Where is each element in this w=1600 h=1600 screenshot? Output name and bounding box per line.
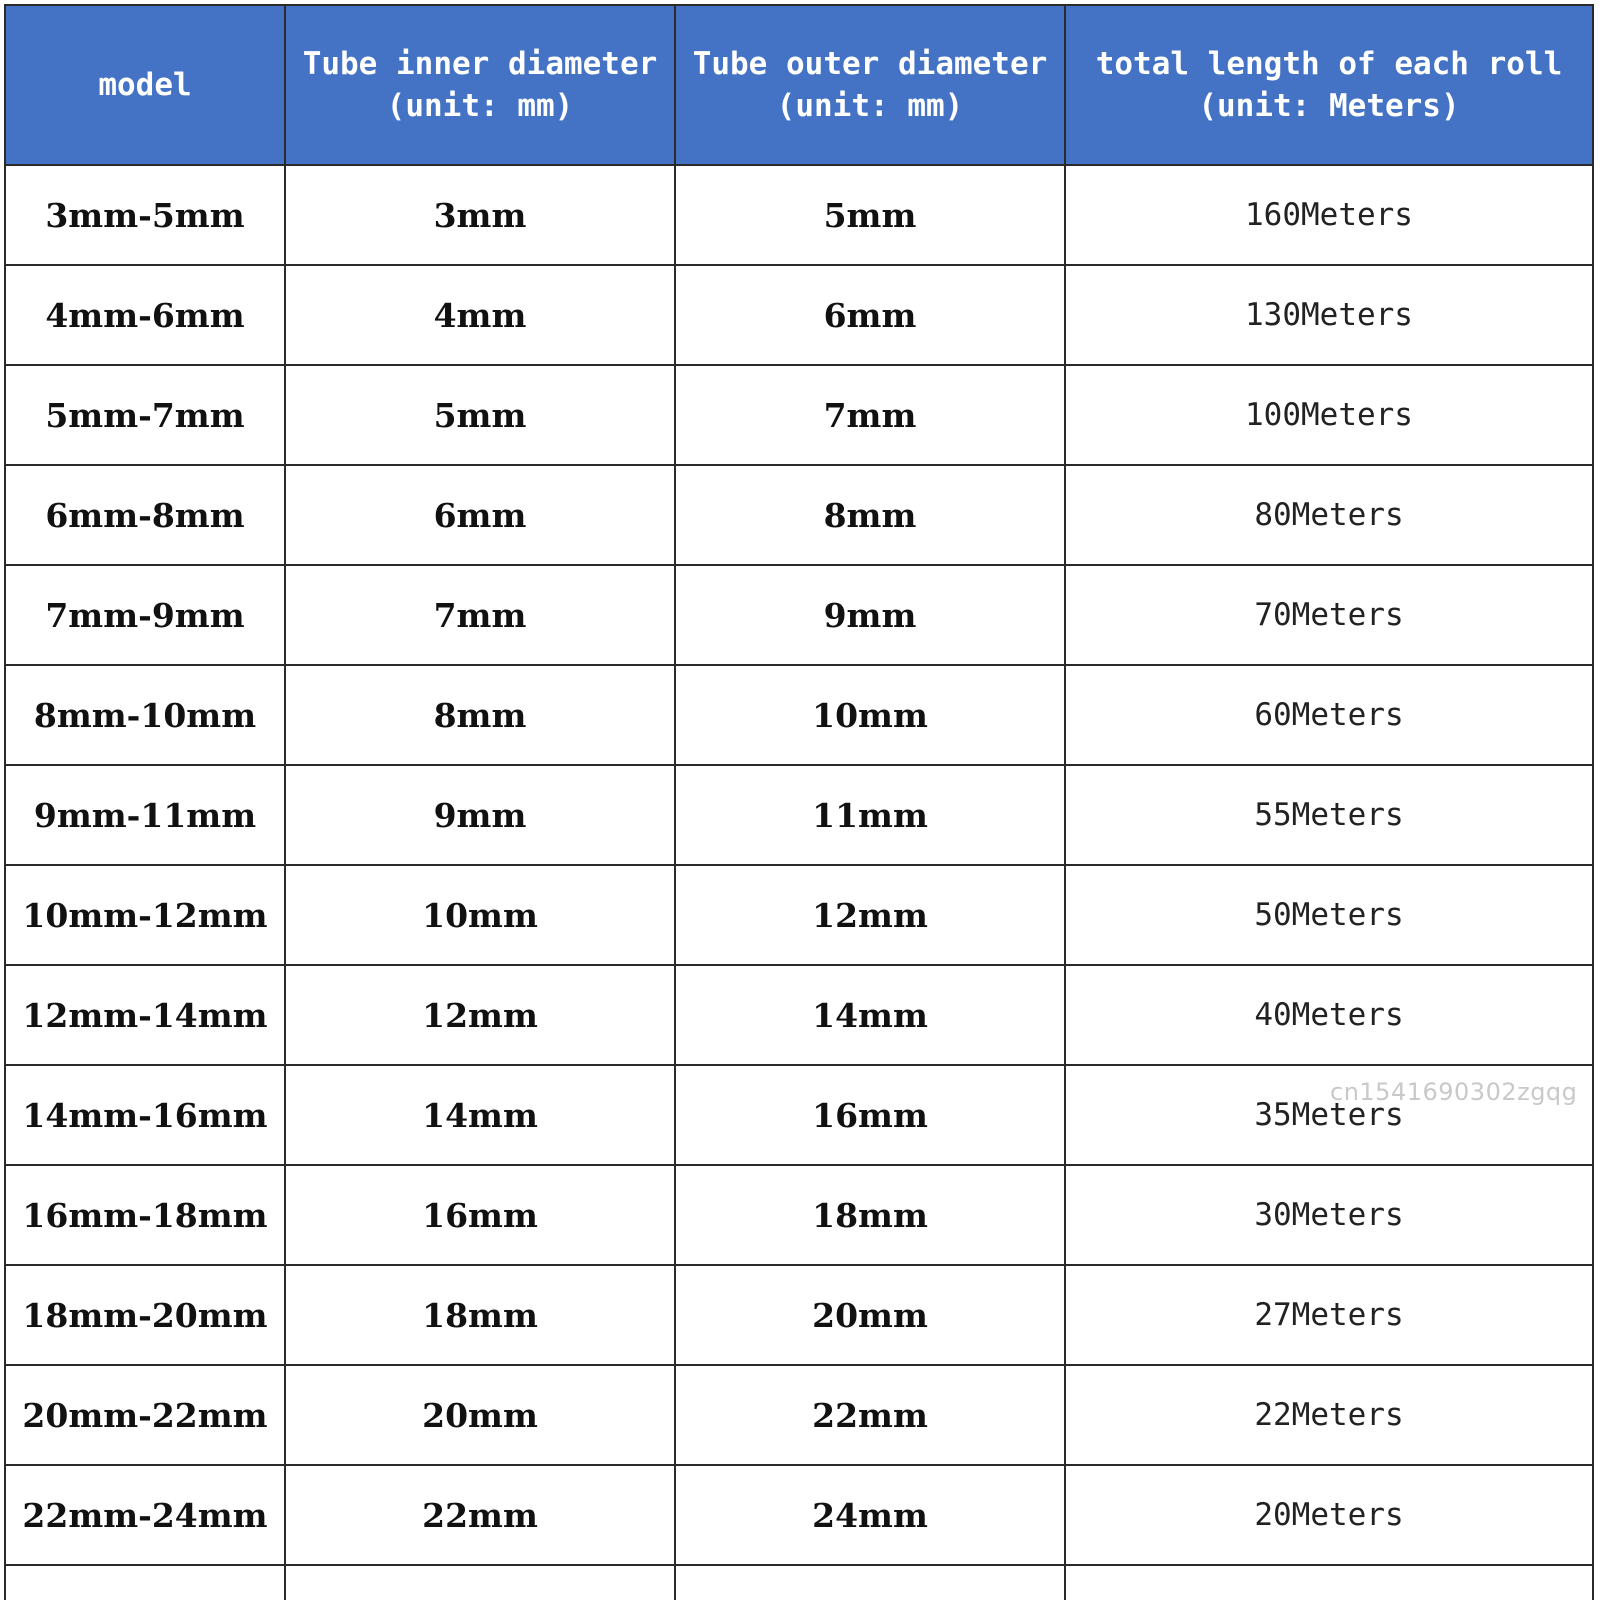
header-inner-diameter-line2: (unit: mm) (386, 88, 574, 124)
header-row (5, 5, 1593, 165)
header-outer-diameter-line1: Tube outer diameter (692, 46, 1048, 82)
roll-length-cell: 55Meters (1065, 765, 1593, 865)
header-outer-diameter-line2: (unit: mm) (776, 88, 964, 124)
outer-diameter-cell: 9mm (675, 565, 1065, 665)
inner-diameter-cell: 20mm (285, 1365, 675, 1465)
roll-length-cell: 70Meters (1065, 565, 1593, 665)
header-outer-diameter (675, 5, 1065, 165)
roll-length-cell: 130Meters (1065, 265, 1593, 365)
empty-cell (285, 1565, 675, 1600)
outer-diameter-cell: 12mm (675, 865, 1065, 965)
outer-diameter-cell: 7mm (675, 365, 1065, 465)
model-cell: 3mm-5mm (5, 165, 285, 265)
outer-diameter-cell: 20mm (675, 1265, 1065, 1365)
model-cell: 8mm-10mm (5, 665, 285, 765)
outer-diameter-cell: 10mm (675, 665, 1065, 765)
empty-cell (1065, 1565, 1593, 1600)
inner-diameter-cell: 7mm (285, 565, 675, 665)
tube-spec-table (4, 4, 1594, 1600)
model-cell: 9mm-11mm (5, 765, 285, 865)
roll-length-cell: 20Meters (1065, 1465, 1593, 1565)
model-cell: 16mm-18mm (5, 1165, 285, 1265)
outer-diameter-cell: 16mm (675, 1065, 1065, 1165)
table-row (5, 565, 1593, 665)
header-inner-diameter (285, 5, 675, 165)
inner-diameter-cell: 8mm (285, 665, 675, 765)
model-cell: 14mm-16mm (5, 1065, 285, 1165)
model-cell: 20mm-22mm (5, 1365, 285, 1465)
table-row (5, 365, 1593, 465)
table-row (5, 665, 1593, 765)
header-model-label: model (98, 67, 192, 103)
outer-diameter-cell: 8mm (675, 465, 1065, 565)
header-roll-length-line1: total length of each roll (1095, 46, 1563, 82)
roll-length-cell: 35Meters (1065, 1065, 1593, 1165)
outer-diameter-cell: 14mm (675, 965, 1065, 1065)
inner-diameter-cell: 22mm (285, 1465, 675, 1565)
inner-diameter-cell: 5mm (285, 365, 675, 465)
empty-cell (675, 1565, 1065, 1600)
inner-diameter-cell: 12mm (285, 965, 675, 1065)
header-roll-length (1065, 5, 1593, 165)
table-row (5, 1265, 1593, 1365)
roll-length-cell: 80Meters (1065, 465, 1593, 565)
roll-length-cell: 50Meters (1065, 865, 1593, 965)
model-cell: 12mm-14mm (5, 965, 285, 1065)
outer-diameter-cell: 18mm (675, 1165, 1065, 1265)
inner-diameter-cell: 14mm (285, 1065, 675, 1165)
table-row (5, 1465, 1593, 1565)
outer-diameter-cell: 6mm (675, 265, 1065, 365)
table-row (5, 165, 1593, 265)
header-model (5, 5, 285, 165)
roll-length-cell: 60Meters (1065, 665, 1593, 765)
model-cell: 10mm-12mm (5, 865, 285, 965)
header-inner-diameter-line1: Tube inner diameter (302, 46, 658, 82)
table-row (5, 765, 1593, 865)
table-row (5, 965, 1593, 1065)
inner-diameter-cell: 10mm (285, 865, 675, 965)
inner-diameter-cell: 18mm (285, 1265, 675, 1365)
inner-diameter-cell: 3mm (285, 165, 675, 265)
outer-diameter-cell: 11mm (675, 765, 1065, 865)
roll-length-cell: 22Meters (1065, 1365, 1593, 1465)
model-cell: 5mm-7mm (5, 365, 285, 465)
inner-diameter-cell: 6mm (285, 465, 675, 565)
roll-length-cell: 40Meters (1065, 965, 1593, 1065)
header-roll-length-line2: (unit: Meters) (1198, 88, 1460, 124)
outer-diameter-cell: 24mm (675, 1465, 1065, 1565)
empty-cell (5, 1565, 285, 1600)
roll-length-cell: 30Meters (1065, 1165, 1593, 1265)
table-row (5, 865, 1593, 965)
table-header (5, 5, 1593, 165)
table-row (5, 265, 1593, 365)
outer-diameter-cell: 22mm (675, 1365, 1065, 1465)
model-cell: 22mm-24mm (5, 1465, 285, 1565)
inner-diameter-cell: 16mm (285, 1165, 675, 1265)
table-body (5, 165, 1593, 1600)
roll-length-cell: 160Meters (1065, 165, 1593, 265)
table-row (5, 1165, 1593, 1265)
inner-diameter-cell: 4mm (285, 265, 675, 365)
watermark-text: cn1541690302zgqg (1330, 1078, 1578, 1106)
table-row-partial (5, 1565, 1593, 1600)
table-row (5, 465, 1593, 565)
roll-length-cell: 100Meters (1065, 365, 1593, 465)
table-row (5, 1365, 1593, 1465)
inner-diameter-cell: 9mm (285, 765, 675, 865)
outer-diameter-cell: 5mm (675, 165, 1065, 265)
model-cell: 7mm-9mm (5, 565, 285, 665)
model-cell: 4mm-6mm (5, 265, 285, 365)
roll-length-cell: 27Meters (1065, 1265, 1593, 1365)
model-cell: 18mm-20mm (5, 1265, 285, 1365)
model-cell: 6mm-8mm (5, 465, 285, 565)
